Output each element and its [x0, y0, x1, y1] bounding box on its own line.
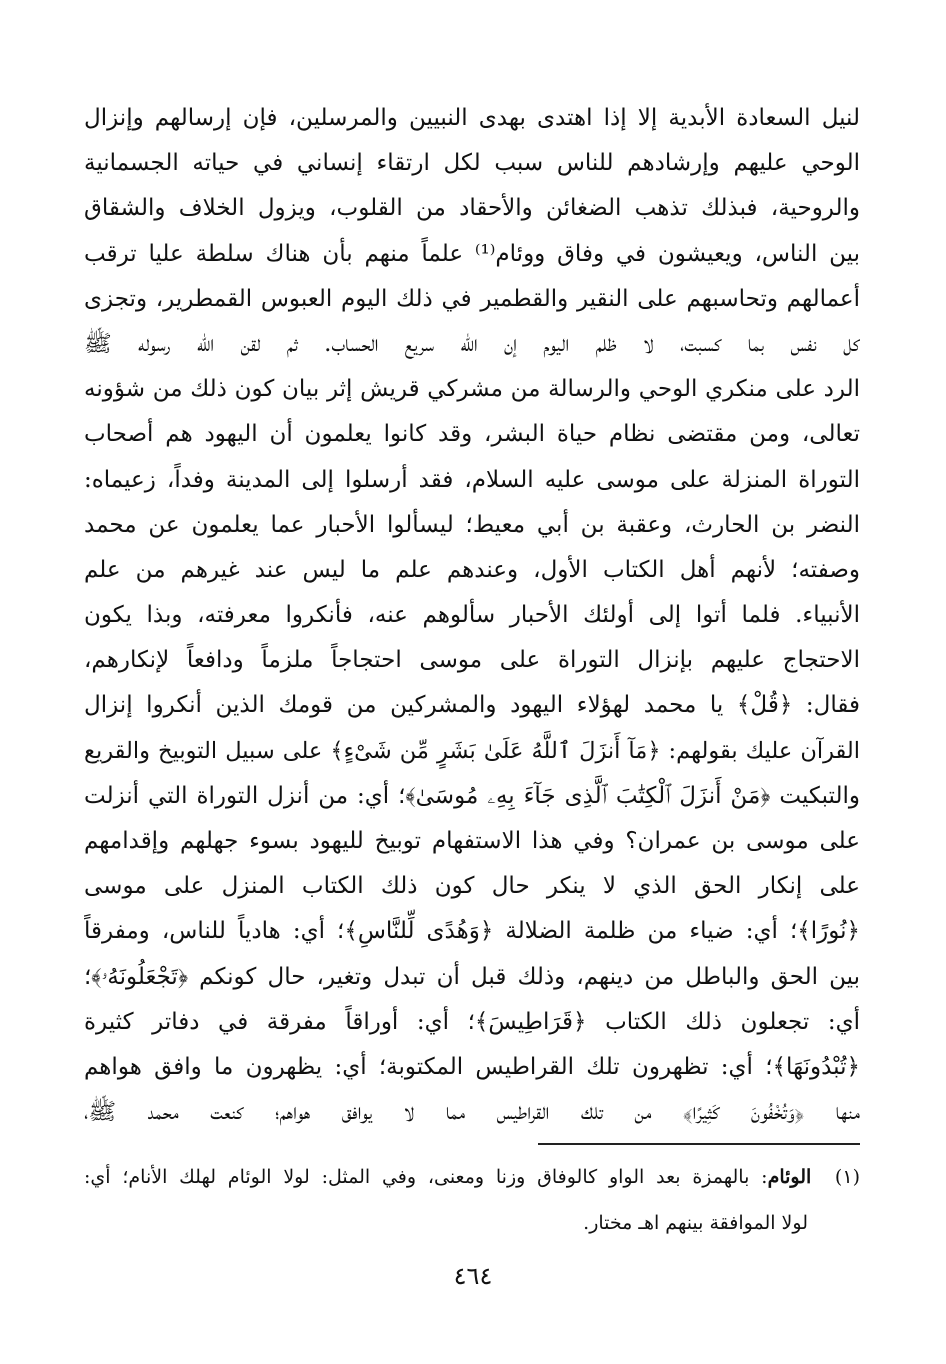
- body-line: وصفته؛ لأنهم أهل الكتاب الأول، وعندهم علم ما ليس عند غيرهم من علم: [84, 556, 860, 583]
- body-line: منها ﴿وَتُخْفُونَ كَثِيرًا﴾ من تلك القراطيس مما لا يوافق هواهم؛ كنعت محمد ﷺ،: [84, 1099, 860, 1126]
- footnote-term: الوئام: [767, 1166, 812, 1188]
- body-line: على إنكار الحق الذي لا ينكر حال كون ذلك الكتاب المنزل على موسى: [84, 873, 860, 900]
- body-line: التوراة المنزلة على موسى عليه السلام، فقد أرسلوا إلى المدينة وفداً، زعيماه:: [84, 466, 860, 493]
- body-line: القرآن عليك بقولهم: ﴿مَآ أَنزَلَ ٱللَّهُ عَلَىٰ بَشَرٍ مِّن شَىْءٍ﴾ على سبيل التوبيخ والقريع: [84, 737, 860, 764]
- body-line: ﴿تُبْدُونَهَا﴾؛ أي: تظهرون تلك القراطيس المكتوبة؛ أي: يظهرون ما وافق هواهم: [84, 1053, 860, 1080]
- body-line: الاحتجاج عليهم بإنزال التوراة على موسى احتجاجاً ملزماً ودافعاً لإنكارهم،: [84, 647, 860, 674]
- body-line: تعالى، ومن مقتضى نظام حياة البشر، وقد كانوا يعلمون أن اليهود هم أصحاب: [84, 421, 860, 448]
- footnote-line: [84, 1154, 860, 1200]
- body-line: الرد على منكري الوحي والرسالة من مشركي قريش إثر بيان كون ذلك من شؤونه: [84, 376, 860, 403]
- footnote-line-continuation: لولا الموافقة بينهم اهـ مختار.: [583, 1212, 808, 1234]
- body-line: والروحية، فبذلك تذهب الضغائن والأحقاد من القلوب، ويزول الخلاف والشقاق: [84, 195, 860, 222]
- body-line: أعمالهم وتحاسبهم على النقير والقطمير في ذلك اليوم العبوس القمطرير، وتجزى: [84, 285, 860, 312]
- body-line: ﴿نُورًا﴾؛ أي: ضياء من ظلمة الضلالة ﴿وَهُدًى لِّلنَّاسِ﴾؛ أي: هادياً للناس، ومفرقاً: [84, 918, 860, 945]
- footnote-number: (١): [834, 1166, 860, 1188]
- body-line: أي: تجعلون ذلك الكتاب ﴿قَرَاطِيسَ﴾؛ أي: أوراقاً مفرقة في دفاتر كثيرة: [84, 1008, 860, 1035]
- footnotes: [84, 1154, 860, 1246]
- footnote-divider: [538, 1143, 860, 1145]
- body-line: الوحي عليهم وإرشادهم للناس سبب لكل ارتقاء إنساني في حياته الجسمانية: [84, 150, 860, 177]
- page-number: ٤٦٤: [453, 1262, 493, 1290]
- body-line: فقال: ﴿قُلْ﴾ يا محمد لهؤلاء اليهود والمشركين من قومك الذين أنكروا إنزال: [84, 692, 860, 719]
- body-line: بين الناس، ويعيشون في وفاق ووئام⁽¹⁾ علماً منهم بأن هناك سلطة عليا ترقب: [84, 240, 860, 267]
- footnote-text: : بالهمزة بعد الواو كالوفاق وزنا ومعنى، وفي المثل: لولا الوئام لهلك الأنام؛ أي:: [84, 1166, 768, 1188]
- body-line: والتبكيت ﴿مَنْ أَنزَلَ ٱلْكِتَٰبَ ٱلَّذِى جَآءَ بِهِۦ مُوسَىٰ﴾؛ أي: من أنزل التوراة التي أنزلت: [84, 782, 860, 809]
- body-line: بين الحق والباطل من دينهم، وذلك قبل أن تبدل وتغير، حال كونكم ﴿تَجْعَلُونَهُۥ﴾؛: [84, 963, 860, 990]
- body-line: النضر بن الحارث، وعقبة بن أبي معيط؛ ليسألوا الأحبار عما يعلمون عن محمد: [84, 511, 860, 538]
- body-text: [84, 96, 860, 1135]
- body-line: الأنبياء. فلما أتوا إلى أولئك الأحبار سألوهم عنه، فأنكروا معرفته، وبذا يكون: [84, 602, 860, 629]
- body-line: على موسى بن عمران؟ وفي هذا الاستفهام توبيخ لليهود بسوء جهلهم وإقدامهم: [84, 828, 860, 854]
- body-line: لنيل السعادة الأبدية إلا إذا اهتدى بهدى النبيين والمرسلين، فإن إرسالهم وإنزال: [84, 105, 860, 131]
- body-line: كل نفس بما كسبت، لا ظلم اليوم إن الله سريع الحساب. ثم لقن الله رسوله ﷺ: [84, 330, 860, 357]
